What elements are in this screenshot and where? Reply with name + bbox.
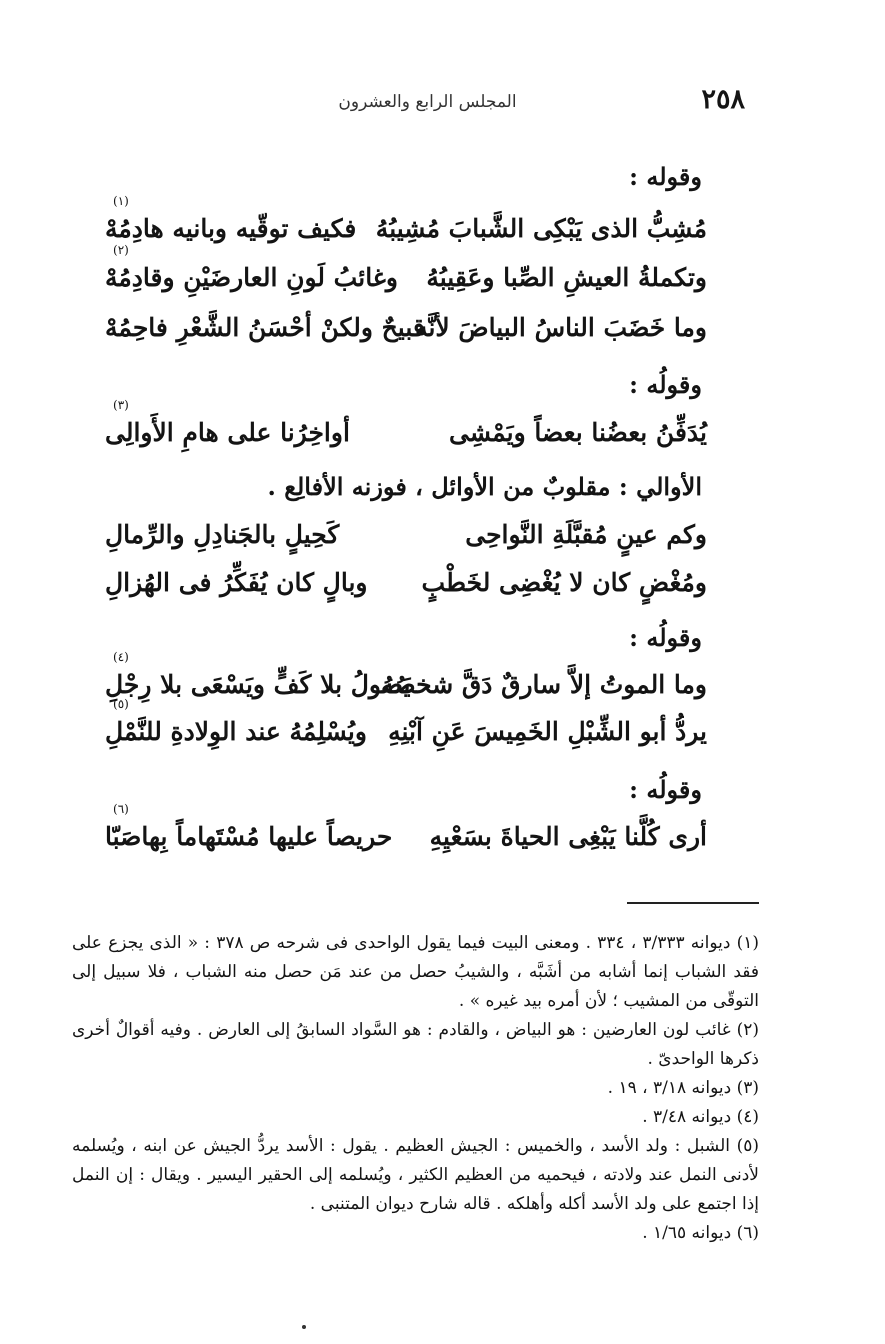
footnote: (٣) ديوانه ٣/١٨ ، ١٩ .: [607, 1078, 759, 1098]
page-number: ٢٥٨: [701, 84, 745, 115]
verse-first-hemistich: يردُّ أبو الشِّبْلِ الخَمِيسَ عَنِ آبْنِهِ: [388, 717, 707, 746]
verse-second-hemistich: كَحِيلٍ بالجَنادِلِ والرِّمالِ: [105, 520, 340, 549]
verse-line: [105, 194, 707, 258]
verse-line: [105, 650, 707, 714]
footnote-separator: [627, 902, 759, 904]
verse-second-hemistich: حريصاً عليها مُسْتَهاماً بِهاصَبّا: [105, 822, 393, 851]
verse-second-hemistich: وغائبُ لَونِ العارضَيْنِ وقادِمُهْ: [105, 263, 398, 292]
verse-second-hemistich: وبالٍ كان يُفَكِّرُ فى الهُزالِ: [105, 568, 368, 597]
verse-second-hemistich: أواخِرُنا على هامِ الأَوالِى: [105, 418, 350, 447]
section-intro: وقولُه :: [629, 370, 702, 399]
footnote-marker: (٤): [113, 650, 129, 664]
footnote: (٢) غائب لون العارضين : هو البياض ، والقادم : هو السَّواد السابقُ إلى العارض . وفيه أقوالٌ أخرى ذكرها الواحدىّ .: [72, 1020, 759, 1069]
page-header: [110, 84, 745, 124]
verse-first-hemistich: مُشِبُّ الذى يَبْكِى الشَّبابَ مُشِيبُهُ: [375, 214, 707, 243]
verse-line: [105, 520, 707, 564]
verse-second-hemistich: قبيحٌ ولكنْ أحْسَنُ الشَّعْرِ فاحِمُهْ: [105, 313, 425, 342]
section-intro: وقوله :: [629, 162, 702, 191]
footnote-marker: (٢): [113, 243, 129, 257]
verse-first-hemistich: ومُغْضٍ كان لا يُغْضِى لخَطْبٍ: [421, 568, 707, 597]
verse-line: [105, 313, 707, 357]
verse-first-hemistich: وما خَضَبَ الناسُ البياضَ لأنَّه: [415, 313, 707, 342]
verse-first-hemistich: يُدَفِّنُ بعضُنا بعضاً ويَمْشِى: [449, 418, 707, 447]
print-mark: [302, 1325, 306, 1329]
verse-first-hemistich: وما الموتُ إلاَّ سارقٌ دَقَّ شخصُه: [380, 670, 707, 699]
verse-first-hemistich: أرى كُلَّنا يَبْغِى الحياةَ بسَعْيِهِ: [429, 822, 707, 851]
section-intro: وقولُه :: [629, 775, 702, 804]
verse-second-hemistich: فكيف توقّيه وبانيه هادِمُهْ: [105, 214, 357, 243]
footnote: (٤) ديوانه ٣/٤٨ .: [642, 1107, 759, 1127]
verse-line: [105, 697, 707, 761]
footnote: (٥) الشبل : ولد الأسد ، والخميس : الجيش العظيم . يقول : الأسد يردُّ الجيش عن ابنه ، ويُسلمه لأدنى النمل عند ولادته ، فيحميه من العظيم الكثير ، ويُسلمه إلى الحقير اليسير . ويقال : إن النمل إذا اجتمع على ولد الأسد أكله وأهلكه . قاله شارح ديوان المتنبى .: [72, 1136, 759, 1214]
verse-line: [105, 568, 707, 612]
footnote-marker: (١): [113, 194, 129, 208]
verse-second-hemistich: يَصُولُ بلا كَفٍّ ويَسْعَى بلا رِجْلِ: [105, 670, 411, 699]
footnote: (١) ديوانه ٣/٣٣٣ ، ٣٣٤ . ومعنى البيت فيما يقول الواحدى فى شرحه ص ٣٧٨ : « الذى يجزع على فقد الشباب إنما أشابه من أشَبَّه ، والشيبُ حصل من عند مَن حصل منه الشباب ، فلا سبيل إلى التوقّى من المشيب ؛ لأن أمره بيد غيره » .: [72, 933, 759, 1011]
running-title: المجلس الرابع والعشرون: [338, 92, 517, 112]
verse-line: [105, 802, 707, 866]
footnote: (٦) ديوانه ١/٦٥ .: [642, 1223, 759, 1243]
footnote-marker: (٣): [113, 398, 129, 412]
commentary-line: الأوالي : مقلوبٌ من الأوائل ، فوزنه الأفالِع .: [267, 472, 702, 501]
verse-line: [105, 398, 707, 462]
verse-second-hemistich: ويُسْلِمُهُ عند الوِلادةِ للنَّمْلِ: [105, 717, 367, 746]
verse-first-hemistich: وتكملةُ العيشِ الصِّبا وعَقِيبُهُ: [426, 263, 707, 292]
verse-line: [105, 243, 707, 307]
footnote-marker: (٥): [113, 697, 129, 711]
footnote-marker: (٦): [113, 802, 129, 816]
section-intro: وقولُه :: [629, 623, 702, 652]
footnotes: [72, 929, 759, 1248]
verse-first-hemistich: وكم عينٍ مُقبَّلَةِ النَّواحِى: [465, 520, 707, 549]
